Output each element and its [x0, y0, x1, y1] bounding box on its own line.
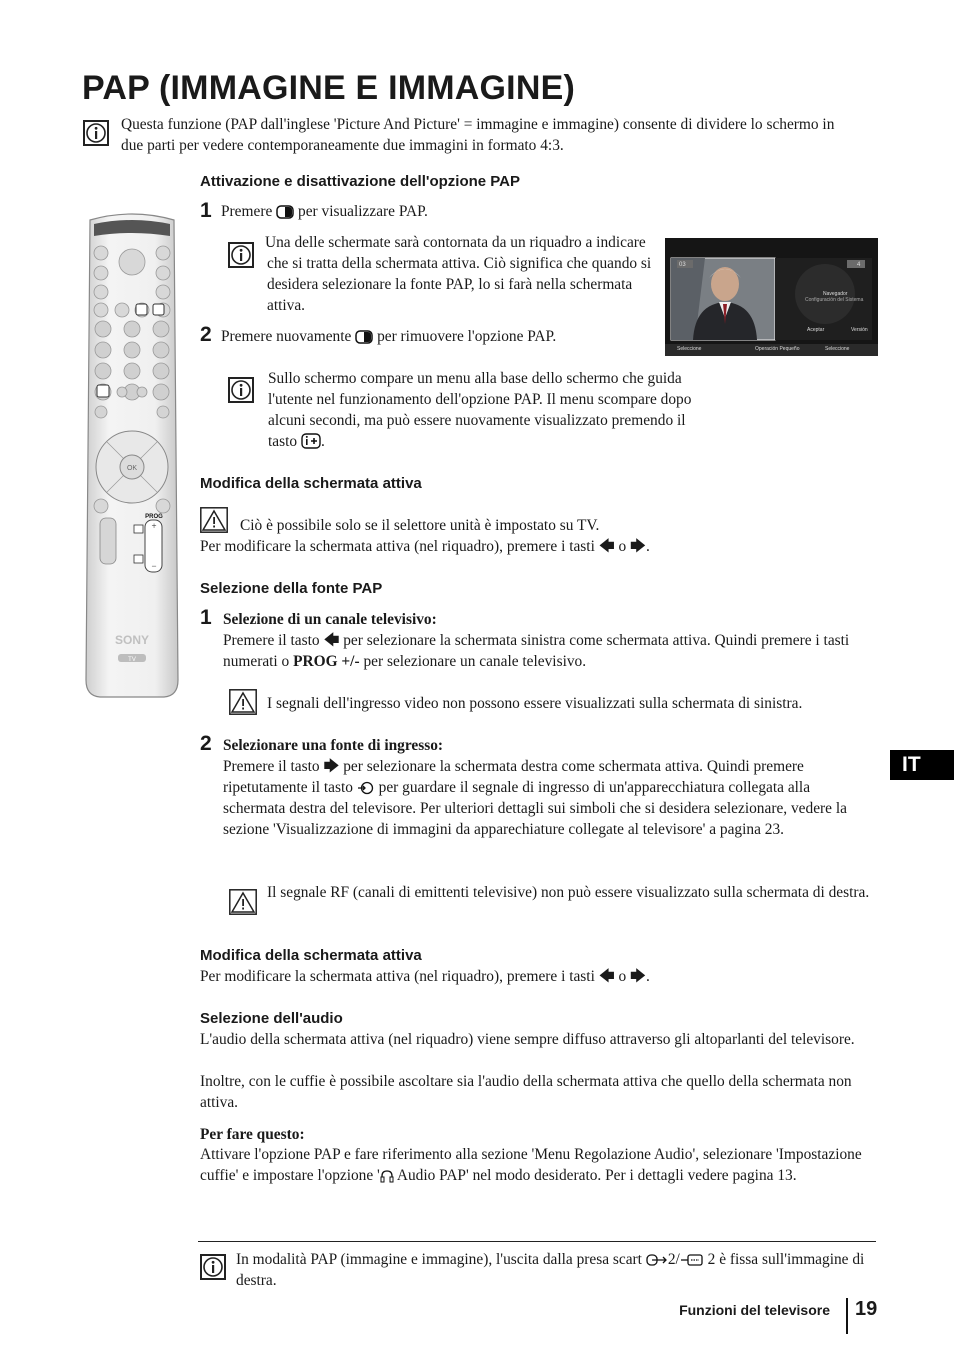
audio-para1: L'audio della schermata attiva (nel riquadro) viene sempre diffuso attraverso gli altoparlanti del televisore.: [200, 1031, 855, 1048]
tv-source: 4: [857, 262, 861, 268]
arrow-right-icon: 🡆: [630, 538, 646, 555]
step-number: 2: [200, 732, 212, 755]
bottom-note: In modalità PAP (immagine e immagine), l'uscita dalla presa scart 2/ 2 è fissa sull'immagine di destra.: [236, 1251, 865, 1289]
info-icon: [83, 120, 109, 146]
info-icon: [228, 377, 254, 403]
warning-icon: [200, 507, 228, 533]
source-step2-text: Premere il tasto 🡆 per selezionare la schermata destra come schermata attiva. Quindi premere ripetutamente il tasto per guardare il segnale di ingresso di un'apparecchiatura collegata alla schermata destra del televisore. Per ulteriori dettagli sui simboli che si desidera selezionare, vedere la sezione 'Visualizzazione di immagini da apparechiature collegate al televisore' a pagina 23.: [223, 758, 847, 838]
remote-control-illustration: [84, 210, 180, 700]
source-step1-text: Premere il tasto 🡄 per selezionare la schermata sinistra come schermata attiva. Quindi premere i tasti numerati o PROG +/- per selezionare un canale televisivo.: [223, 632, 850, 670]
intro-text: Questa funzione (PAP dall'inglese 'Picture And Picture' = immagine e immagine) consente di dividere lo schermo in due parti per vedere contemporaneamente due immagini in formato 4:3.: [121, 116, 835, 154]
pap-button-icon: [355, 330, 373, 344]
step-number: 1: [200, 199, 212, 222]
heading-audio: Selezione dell'audio: [200, 1010, 343, 1027]
tv-bottom-right: Seleccione: [825, 346, 850, 352]
tv-menu-sub: Configuración del Sistema: [805, 297, 864, 303]
scart-connector-icon: [680, 1253, 704, 1267]
modify-text: Per modificare la schermata attiva (nel riquadro), premere i tasti 🡄 o 🡆.: [200, 538, 650, 555]
page-number: 19: [846, 1298, 877, 1334]
warning-icon: [229, 889, 257, 915]
step-number: 1: [200, 606, 212, 629]
tv-bottom-mid: Operación Pequeño: [755, 346, 800, 352]
scart-out-icon: [646, 1253, 668, 1267]
modify-warning: Ciò è possibile solo se il selettore unità è impostato su TV.: [240, 517, 600, 534]
source-step1-title: Selezione di un canale televisivo:: [223, 611, 437, 628]
arrow-right-icon: 🡆: [630, 968, 646, 985]
source-warning2: Il segnale RF (canali di emittenti televisive) non può essere visualizzato sulla schermata di destra.: [267, 884, 870, 901]
audio-howto-label: Per fare questo:: [200, 1126, 305, 1143]
step-number: 2: [200, 323, 212, 346]
activation-note1: Una delle schermate sarà contornata da un riquadro a indicare che si tratta della schermata attiva. Ciò significa che quando si desidera selezionare la fonte PAP, lo si farà nella schermata attiva.: [265, 234, 652, 314]
remote-brand: SONY: [114, 633, 150, 647]
remote-ok-label: OK: [126, 465, 138, 472]
heading-modify-active: Modifica della schermata attiva: [200, 475, 422, 492]
audio-howto-text: Attivare l'opzione PAP e fare riferimento alla sezione 'Menu Regolazione Audio', selezionare 'Impostazione cuffie' e impostare l'opzione ' Audio PAP' nel modo desiderato. Per i dettagli vedere pagina 13.: [200, 1146, 862, 1184]
pap-button-icon: [276, 205, 294, 219]
activation-step1: Premere per visualizzare PAP.: [221, 203, 428, 220]
tv-screenshot: [665, 238, 878, 356]
remote-tv-label: TV: [128, 657, 136, 663]
tv-accept: Aceptar: [807, 327, 825, 333]
divider: [198, 1241, 876, 1242]
activation-note2: Sullo schermo compare un menu alla base dello schermo che guida l'utente nel funzionamento dell'opzione PAP. Il menu scompare dopo alcuni secondi, ma può essere nuovamente visualizzato premendo il tasto .: [268, 370, 692, 450]
heading-activation: Attivazione e disattivazione dell'opzione PAP: [200, 173, 521, 190]
tv-channel: 03: [679, 262, 686, 268]
headphones-icon: [380, 1169, 394, 1183]
info-icon: [228, 242, 254, 268]
input-select-icon: [357, 781, 375, 795]
info-plus-button-icon: [301, 433, 321, 449]
footer-section: Funzioni del televisore: [679, 1302, 830, 1318]
page-title: PAP (IMMAGINE E IMMAGINE): [82, 69, 575, 107]
svg-text:+: +: [151, 521, 157, 531]
source-warning1: I segnali dell'ingresso video non possono essere visualizzati sulla schermata di sinistra.: [267, 695, 803, 712]
audio-para2: Inoltre, con le cuffie è possibile ascoltare sia l'audio della schermata attiva che quello della schermata non attiva.: [200, 1073, 852, 1111]
tv-menu-title: Navegador: [823, 291, 848, 297]
warning-icon: [229, 689, 257, 715]
svg-text:−: −: [151, 561, 157, 571]
arrow-right-icon: 🡆: [323, 758, 340, 775]
arrow-left-icon: 🡄: [598, 968, 615, 985]
tv-version: Versión: [851, 327, 868, 333]
heading-pap-source: Selezione della fonte PAP: [200, 580, 383, 597]
activation-step2: Premere nuovamente per rimuovere l'opzione PAP.: [221, 328, 557, 345]
heading-modify-active-2: Modifica della schermata attiva: [200, 947, 422, 964]
remote-prog-label: PROG: [145, 514, 163, 520]
info-icon: [200, 1254, 226, 1280]
language-tab: IT: [890, 750, 954, 780]
tv-bottom-left: Seleccione: [677, 346, 702, 352]
arrow-left-icon: 🡄: [323, 632, 340, 649]
modify2-text: Per modificare la schermata attiva (nel riquadro), premere i tasti 🡄 o 🡆.: [200, 968, 650, 985]
arrow-left-icon: 🡄: [598, 538, 615, 555]
source-step2-title: Selezionare una fonte di ingresso:: [223, 737, 444, 754]
